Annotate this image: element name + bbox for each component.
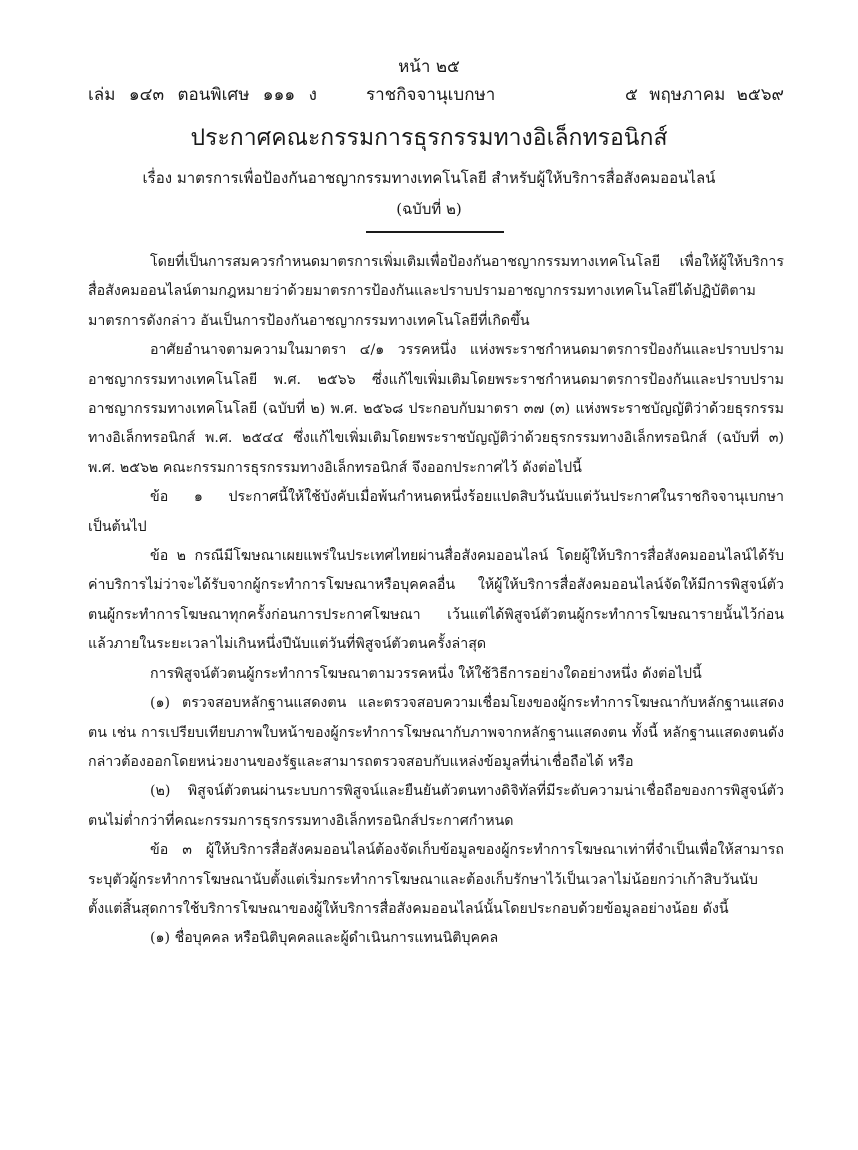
clause-2-methods-intro: การพิสูจน์ตัวตนผู้กระทำการโฆษณาตามวรรคหนึ่ง ให้ใช้วิธีการอย่างใดอย่างหนึ่ง ดังต่อไปนี้ — [150, 665, 702, 682]
clause-3-paragraph: ข้อ ๓ ผู้ให้บริการสื่อสังคมออนไลน์ต้องจัดเก็บข้อมูลของผู้กระทำการโฆษณาเท่าที่จำเป็นเพื่อให้สามารถระบุตัวผู้กระทำการโฆษณานับตั้งแต่เริ่มกระทำการโฆษณาและต้องเก็บรักษาไว้เป็นเวลาไม่น้อยกว่าเก้าสิบวันนับตั้งแต่สิ้นสุดการใช้บริการโฆษณาของผู้ให้บริการสื่อสังคมออนไลน์นั้นโดยประกอบด้วยข้อมูลอย่างน้อย ดังนี้ — [88, 842, 784, 917]
page-number: หน้า ๒๕ — [398, 57, 460, 77]
clause-3-item-1: (๑) ชื่อบุคคล หรือนิติบุคคลและผู้ดำเนินการแทนนิติบุคคล — [150, 930, 499, 947]
clause-2-paragraph: ข้อ ๒ กรณีมีโฆษณาเผยแพร่ในประเทศไทยผ่านสื่อสังคมออนไลน์ โดยผู้ให้บริการสื่อสังคมออนไลน์ได้รับค่าบริการไม่ว่าจะได้รับจากผู้กระทำการโฆษณาหรือบุคคลอื่น ให้ผู้ให้บริการสื่อสังคมออนไลน์จัดให้มีการพิสูจน์ตัวตนผู้กระทำการโฆษณาทุกครั้งก่อนการประกาศโฆษณา เว้นแต่ได้พิสูจน์ตัวตนผู้กระทำการโฆษณารายนั้นไว้ก่อนแล้วภายในระยะเวลาไม่เกินหนึ่งปีนับแต่วันที่พิสูจน์ตัวตนครั้งล่าสุด — [88, 548, 784, 653]
preamble-paragraph: โดยที่เป็นการสมควรกำหนดมาตรการเพิ่มเติมเพื่อป้องกันอาชญากรรมทางเทคโนโลยี เพื่อให้ผู้ให้บริการสื่อสังคมออนไลน์ตามกฎหมายว่าด้วยมาตรการป้องกันและปราบปรามอาชญากรรมทางเทคโนโลยีได้ปฏิบัติตามมาตรการดังกล่าว อันเป็นการป้องกันอาชญากรรมทางเทคโนโลยีที่เกิดขึ้น — [88, 254, 784, 329]
gazette-name: ราชกิจจานุเบกษา — [366, 85, 496, 105]
clause-1-paragraph: ข้อ ๑ ประกาศนี้ให้ใช้บังคับเมื่อพ้นกำหนดหนึ่งร้อยแปดสิบวันนับแต่วันประกาศในราชกิจจานุเบกษาเป็นต้นไป — [88, 489, 784, 535]
announcement-title: ประกาศคณะกรรมการธุรกรรมทางอิเล็กทรอนิกส์ — [190, 125, 668, 151]
clause-2-method-2: (๒) พิสูจน์ตัวตนผ่านระบบการพิสูจน์และยืนยันตัวตนทางดิจิทัลที่มีระดับความน่าเชื่อถือของการพิสูจน์ตัวตนไม่ต่ำกว่าที่คณะกรรมการธุรกรรมทางอิเล็กทรอนิกส์ประกาศกำหนด — [88, 783, 784, 829]
announcement-subject: เรื่อง มาตรการเพื่อป้องกันอาชญากรรมทางเทคโนโลยี สำหรับผู้ให้บริการสื่อสังคมออนไลน์ — [142, 169, 716, 187]
authority-paragraph: อาศัยอำนาจตามความในมาตรา ๔/๑ วรรคหนึ่ง แห่งพระราชกำหนดมาตรการป้องกันและปราบปรามอาชญากรรมทางเทคโนโลยี พ.ศ. ๒๕๖๖ ซึ่งแก้ไขเพิ่มเติมโดยพระราชกำหนดมาตรการป้องกันและปราบปรามอาชญากรรมทางเทคโนโลยี (ฉบับที่ ๒) พ.ศ. ๒๕๖๘ ประกอบกับมาตรา ๓๗ (๓) แห่งพระราชบัญญัติว่าด้วยธุรกรรมทางอิเล็กทรอนิกส์ พ.ศ. ๒๕๔๔ ซึ่งแก้ไขเพิ่มเติมโดยพระราชบัญญัติว่าด้วยธุรกรรมทางอิเล็กทรอนิกส์ (ฉบับที่ ๓) พ.ศ. ๒๕๖๒ คณะกรรมการธุรกรรมทางอิเล็กทรอนิกส์ จึงออกประกาศไว้ ดังต่อไปนี้ — [88, 342, 784, 476]
announcement-edition: (ฉบับที่ ๒) — [396, 200, 462, 218]
publication-date: ๕ พฤษภาคม ๒๕๖๙ — [624, 85, 784, 105]
clause-2-method-1: (๑) ตรวจสอบหลักฐานแสดงตน และตรวจสอบความเชื่อมโยงของผู้กระทำการโฆษณากับหลักฐานแสดงตน เช่น การเปรียบเทียบภาพใบหน้าของผู้กระทำการโฆษณากับภาพจากหลักฐานแสดงตน ทั้งนี้ หลักฐานแสดงตนดังกล่าวต้องออกโดยหน่วยงานของรัฐและสามารถตรวจสอบกับแหล่งข้อมูลที่น่าเชื่อถือได้ หรือ — [88, 695, 784, 770]
title-divider — [366, 231, 504, 233]
gazette-header — [88, 83, 784, 107]
announcement-body — [88, 248, 784, 954]
volume-issue: เล่ม ๑๔๓ ตอนพิเศษ ๑๑๑ ง — [88, 85, 317, 105]
